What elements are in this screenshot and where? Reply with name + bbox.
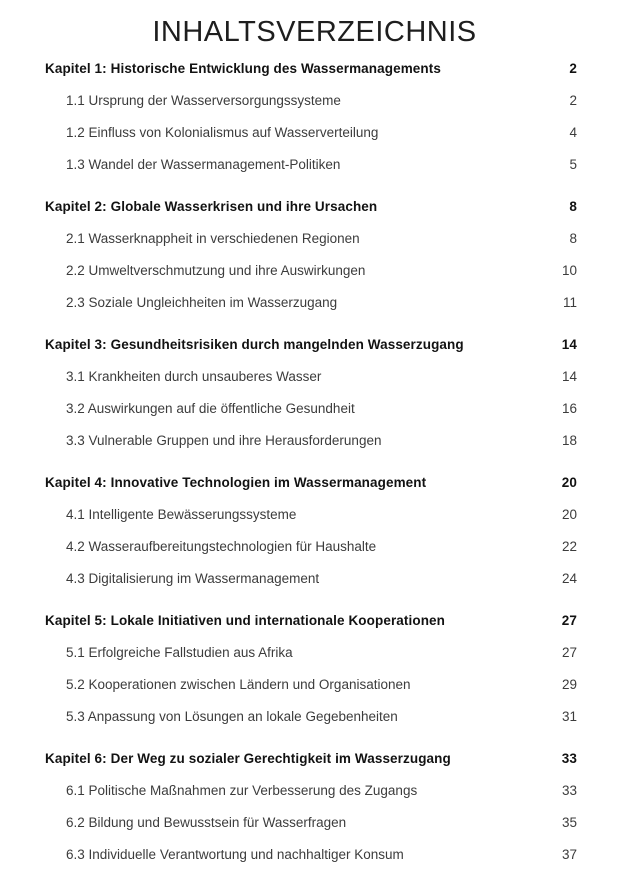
toc-chapter-entry[interactable] (45, 328, 577, 360)
toc-section-entry[interactable] (45, 838, 577, 870)
toc-entry-title: 1.1 Ursprung der Wasserversorgungssysteme (66, 92, 341, 108)
toc-chapter-block (45, 466, 577, 594)
toc-section-entry[interactable] (45, 222, 577, 254)
toc-entry-title: 2.2 Umweltverschmutzung und ihre Auswirkungen (66, 262, 366, 278)
toc-entry-title: 5.3 Anpassung von Lösungen an lokale Gegebenheiten (66, 708, 398, 724)
toc-section-entry[interactable] (45, 254, 577, 286)
toc-entry-title: Kapitel 2: Globale Wasserkrisen und ihre Ursachen (45, 198, 378, 214)
toc-entry-page-number: 33 (561, 782, 577, 798)
toc-entry-page-number: 16 (561, 400, 577, 416)
toc-list (0, 50, 629, 870)
toc-section-entry[interactable] (45, 636, 577, 668)
toc-section-entry[interactable] (45, 806, 577, 838)
toc-section-entry[interactable] (45, 668, 577, 700)
toc-entry-title: 6.2 Bildung und Bewusstsein für Wasserfragen (66, 814, 347, 830)
toc-section-entry[interactable] (45, 84, 577, 116)
toc-entry-page-number: 27 (561, 644, 577, 660)
toc-chapter-block (45, 742, 577, 870)
toc-entry-title: Kapitel 5: Lokale Initiativen und internationale Kooperationen (45, 612, 445, 628)
toc-entry-page-number: 24 (561, 570, 577, 586)
toc-entry-page-number: 2 (569, 92, 577, 108)
toc-section-entry[interactable] (45, 392, 577, 424)
toc-entry-page-number: 22 (561, 538, 577, 554)
toc-entry-title: 6.3 Individuelle Verantwortung und nachhaltiger Konsum (66, 846, 404, 862)
toc-entry-page-number: 37 (561, 846, 577, 862)
toc-entry-page-number: 20 (561, 474, 577, 490)
toc-section-entry[interactable] (45, 148, 577, 180)
toc-entry-page-number: 10 (561, 262, 577, 278)
toc-entry-page-number: 2 (569, 60, 577, 76)
toc-entry-title: 1.3 Wandel der Wassermanagement-Politiken (66, 156, 341, 172)
toc-chapter-entry[interactable] (45, 466, 577, 498)
toc-entry-title: 3.1 Krankheiten durch unsauberes Wasser (66, 368, 322, 384)
toc-entry-page-number: 27 (561, 612, 577, 628)
toc-entry-page-number: 4 (569, 124, 577, 140)
page-title: INHALTSVERZEICHNIS (152, 16, 477, 48)
toc-entry-page-number: 35 (561, 814, 577, 830)
toc-chapter-entry[interactable] (45, 52, 577, 84)
toc-chapter-block (45, 52, 577, 180)
toc-entry-title: Kapitel 4: Innovative Technologien im Wassermanagement (45, 474, 427, 490)
toc-entry-title: Kapitel 1: Historische Entwicklung des Wassermanagements (45, 60, 441, 76)
toc-entry-title: 3.3 Vulnerable Gruppen und ihre Herausforderungen (66, 432, 382, 448)
toc-entry-page-number: 11 (562, 294, 577, 310)
toc-entry-title: Kapitel 3: Gesundheitsrisiken durch mangelnden Wasserzugang (45, 336, 464, 352)
toc-entry-title: 3.2 Auswirkungen auf die öffentliche Gesundheit (66, 400, 355, 416)
toc-section-entry[interactable] (45, 774, 577, 806)
toc-entry-page-number: 29 (561, 676, 577, 692)
toc-entry-page-number: 5 (569, 156, 577, 172)
toc-entry-title: Kapitel 6: Der Weg zu sozialer Gerechtigkeit im Wasserzugang (45, 750, 451, 766)
toc-chapter-entry[interactable] (45, 604, 577, 636)
toc-section-entry[interactable] (45, 116, 577, 148)
toc-entry-title: 1.2 Einfluss von Kolonialismus auf Wasserverteilung (66, 124, 379, 140)
toc-entry-title: 4.3 Digitalisierung im Wassermanagement (66, 570, 320, 586)
toc-entry-page-number: 14 (561, 336, 577, 352)
toc-chapter-block (45, 604, 577, 732)
toc-entry-title: 5.1 Erfolgreiche Fallstudien aus Afrika (66, 644, 293, 660)
toc-section-entry[interactable] (45, 286, 577, 318)
toc-section-entry[interactable] (45, 360, 577, 392)
toc-section-entry[interactable] (45, 424, 577, 456)
toc-chapter-entry[interactable] (45, 742, 577, 774)
toc-entry-page-number: 8 (569, 198, 577, 214)
toc-section-entry[interactable] (45, 498, 577, 530)
toc-entry-page-number: 20 (561, 506, 577, 522)
toc-section-entry[interactable] (45, 562, 577, 594)
toc-section-entry[interactable] (45, 700, 577, 732)
toc-entry-page-number: 31 (561, 708, 577, 724)
toc-chapter-block (45, 328, 577, 456)
toc-entry-title: 6.1 Politische Maßnahmen zur Verbesserung des Zugangs (66, 782, 418, 798)
toc-entry-title: 4.1 Intelligente Bewässerungssysteme (66, 506, 297, 522)
toc-entry-title: 5.2 Kooperationen zwischen Ländern und Organisationen (66, 676, 411, 692)
toc-entry-title: 2.1 Wasserknappheit in verschiedenen Regionen (66, 230, 360, 246)
toc-entry-page-number: 8 (569, 230, 577, 246)
toc-chapter-block (45, 190, 577, 318)
toc-entry-page-number: 33 (561, 750, 577, 766)
toc-entry-title: 2.3 Soziale Ungleichheiten im Wasserzugang (66, 294, 338, 310)
toc-entry-page-number: 18 (561, 432, 577, 448)
toc-section-entry[interactable] (45, 530, 577, 562)
toc-entry-title: 4.2 Wasseraufbereitungstechnologien für Haushalte (66, 538, 377, 554)
toc-entry-page-number: 14 (561, 368, 577, 384)
toc-chapter-entry[interactable] (45, 190, 577, 222)
